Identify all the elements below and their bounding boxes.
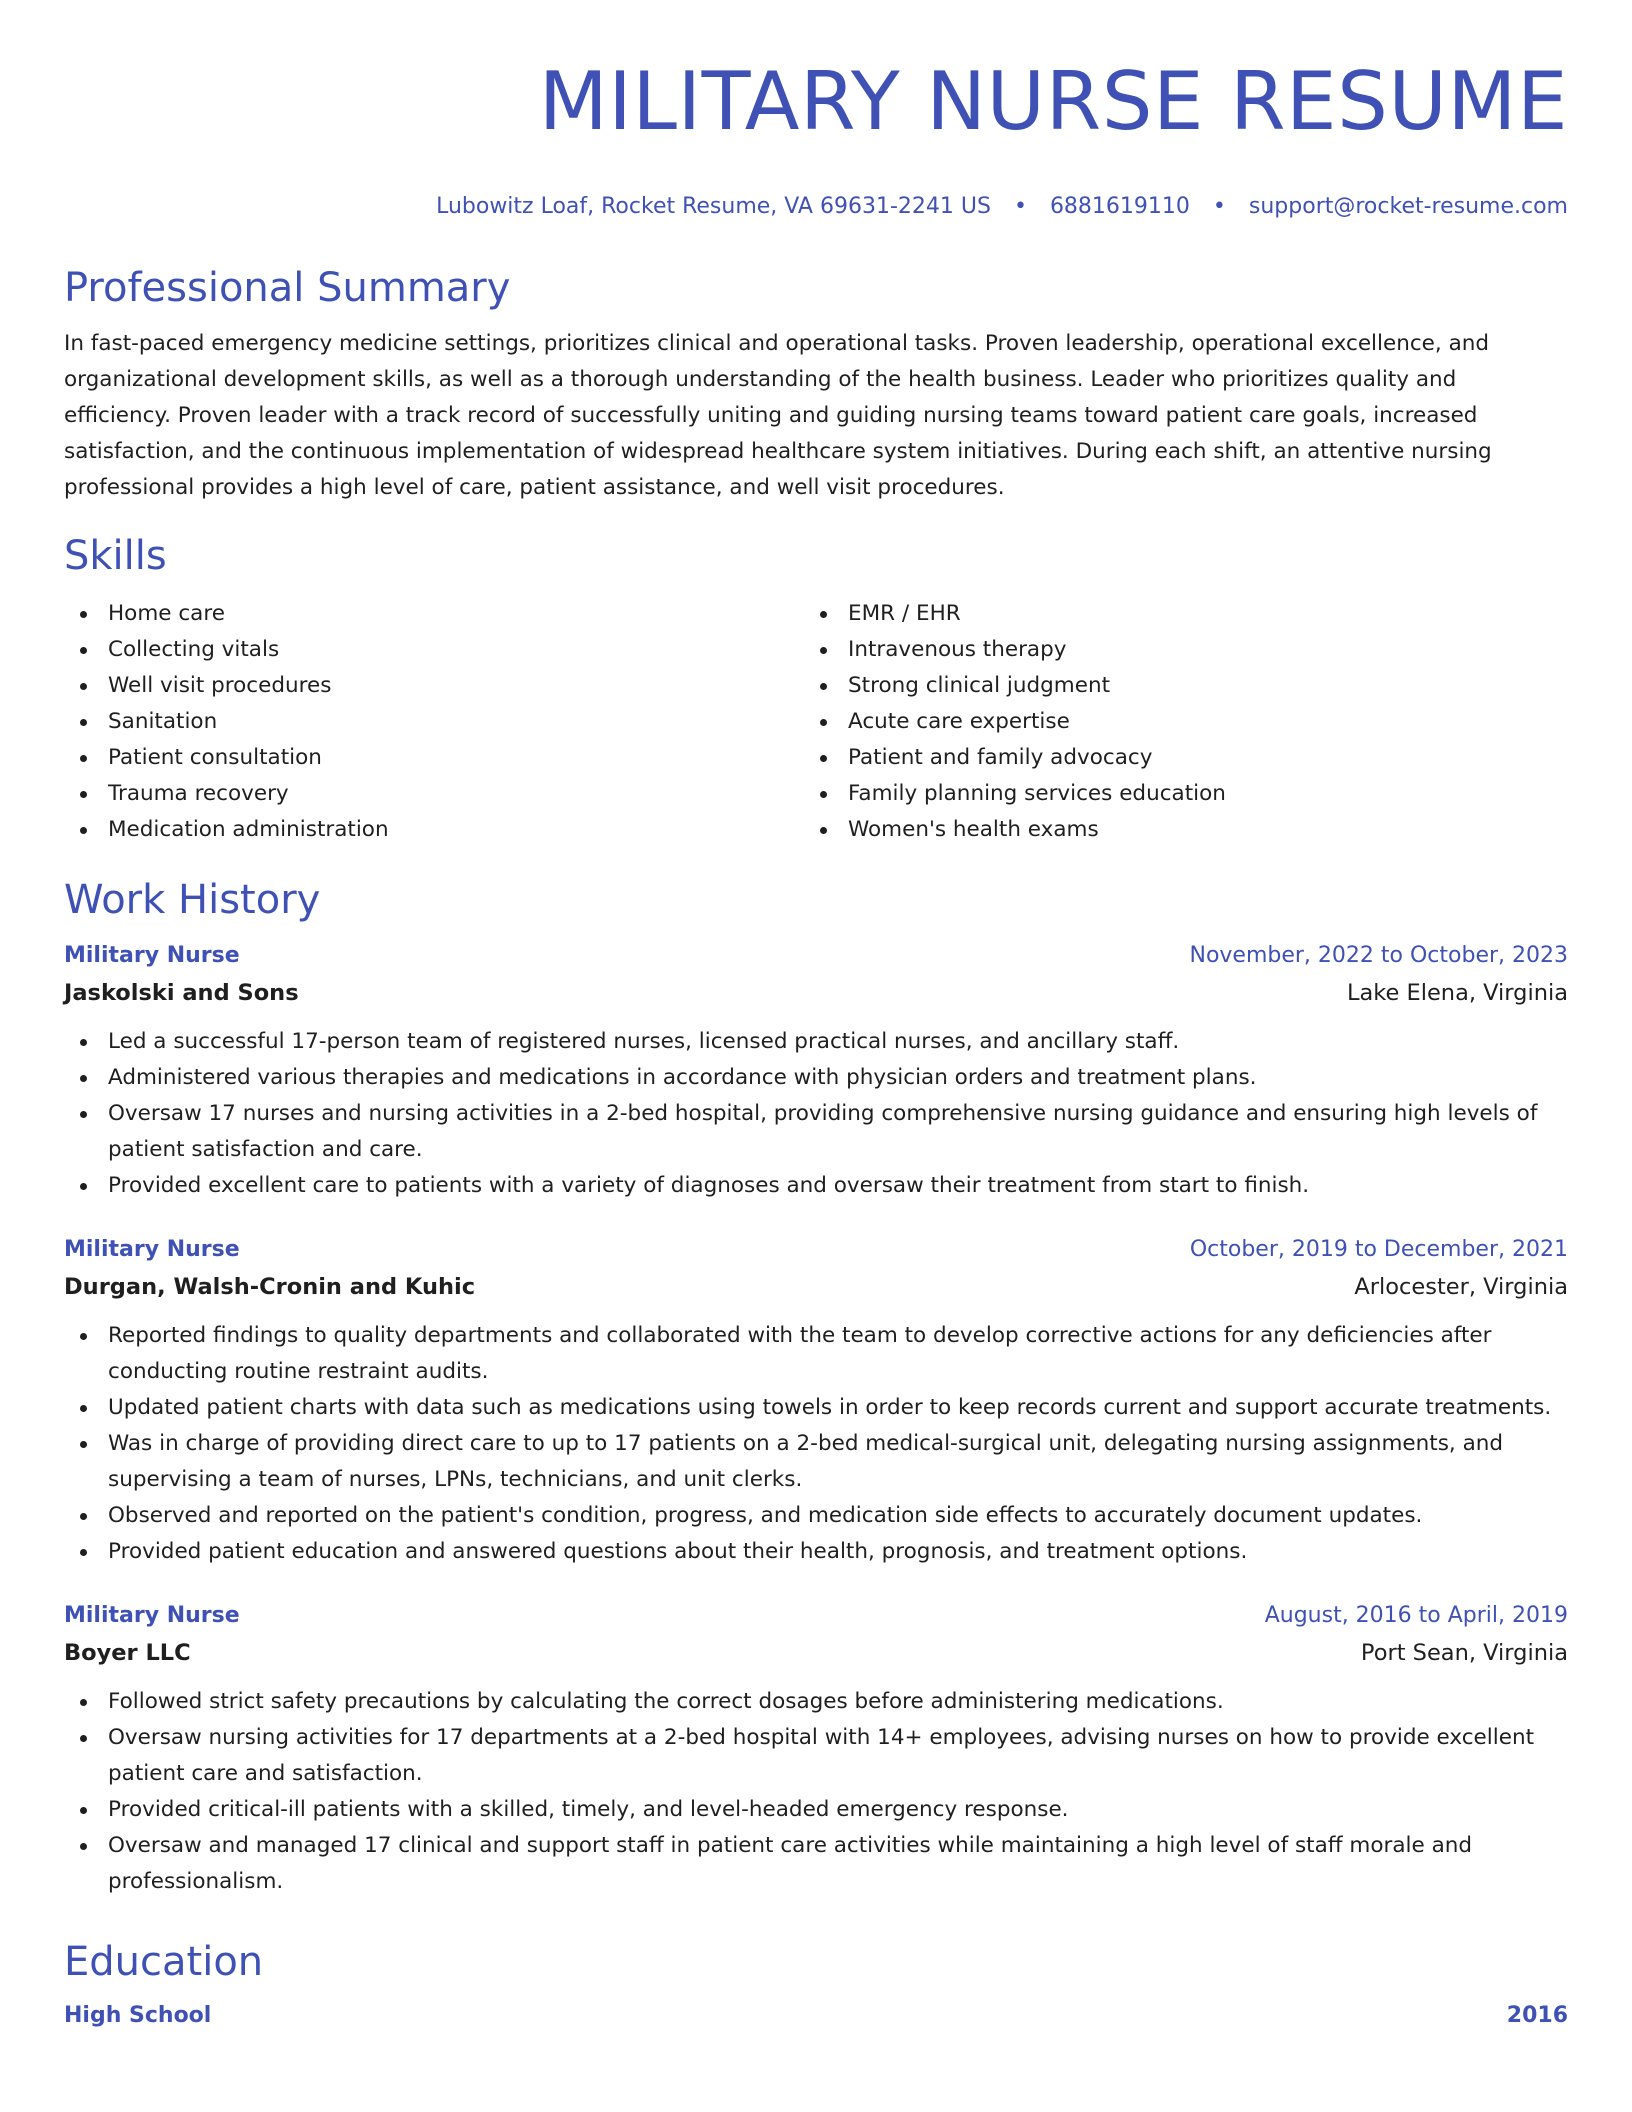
skill-item: Patient consultation bbox=[64, 740, 804, 776]
contact-address: Lubowitz Loaf, Rocket Resume, VA 69631-2241 US bbox=[436, 194, 991, 219]
job-bullet: Led a successful 17-person team of registered nurses, licensed practical nurses, and ancillary staff. bbox=[64, 1024, 1568, 1060]
skill-item: Intravenous therapy bbox=[804, 632, 1544, 668]
job-bullets bbox=[64, 1024, 1568, 1204]
skills-column-right bbox=[804, 596, 1544, 848]
contact-email[interactable]: support@rocket-resume.com bbox=[1248, 194, 1568, 219]
contact-separator: • bbox=[1212, 194, 1226, 219]
job-location: Lake Elena, Virginia bbox=[1346, 980, 1568, 1006]
job-dates: August, 2016 to April, 2019 bbox=[1264, 1603, 1568, 1628]
job-bullet: Administered various therapies and medications in accordance with physician orders and treatment plans. bbox=[64, 1060, 1568, 1096]
resume-title: MILITARY NURSE RESUME bbox=[538, 55, 1568, 148]
job-bullet: Observed and reported on the patient's condition, progress, and medication side effects to accurately document updates. bbox=[64, 1498, 1568, 1534]
skill-item: Strong clinical judgment bbox=[804, 668, 1544, 704]
job-title: Military Nurse bbox=[64, 1603, 240, 1628]
job-bullets bbox=[64, 1318, 1568, 1570]
skill-item: Family planning services education bbox=[804, 776, 1544, 812]
job-location: Port Sean, Virginia bbox=[1360, 1640, 1568, 1666]
job-bullet: Updated patient charts with data such as medications using towels in order to keep records current and support accurate treatments. bbox=[64, 1390, 1568, 1426]
skill-item: Home care bbox=[64, 596, 804, 632]
contact-line bbox=[64, 192, 1568, 222]
job-entry bbox=[64, 1600, 1568, 1900]
summary-heading: Professional Summary bbox=[64, 265, 511, 311]
job-bullet: Oversaw nursing activities for 17 departments at a 2-bed hospital with 14+ employees, advising nurses on how to provide excellent patient care and satisfaction. bbox=[64, 1720, 1568, 1792]
job-bullet: Reported findings to quality departments and collaborated with the team to develop corrective actions for any deficiencies after conducting routine restraint audits. bbox=[64, 1318, 1568, 1390]
education-degree: High School bbox=[64, 2003, 212, 2028]
summary-text: In fast-paced emergency medicine settings, prioritizes clinical and operational tasks. Proven leadership, operational excellence, and organizational development skills, as well as a thorough understanding of the health business. Leader who prioritizes quality and efficiency. Proven leader with a track record of successfully uniting and guiding nursing teams toward patient care goals, increased satisfaction, and the continuous implementation of widespread healthcare system initiatives. During each shift, an attentive nursing professional provides a high level of care, patient assistance, and well visit procedures. bbox=[64, 331, 1492, 500]
job-header bbox=[64, 1600, 1568, 1632]
skill-item: Sanitation bbox=[64, 704, 804, 740]
skill-item: EMR / EHR bbox=[804, 596, 1544, 632]
job-bullet: Followed strict safety precautions by calculating the correct dosages before administering medications. bbox=[64, 1684, 1568, 1720]
education-heading: Education bbox=[64, 1939, 264, 1985]
job-bullet: Provided excellent care to patients with a variety of diagnoses and oversaw their treatment from start to finish. bbox=[64, 1168, 1568, 1204]
job-title: Military Nurse bbox=[64, 1237, 240, 1262]
skill-item: Patient and family advocacy bbox=[804, 740, 1544, 776]
job-subheader bbox=[64, 1636, 1568, 1670]
job-entry bbox=[64, 940, 1568, 1204]
skill-item: Medication administration bbox=[64, 812, 804, 848]
education-entry bbox=[64, 2000, 1568, 2032]
skill-item: Collecting vitals bbox=[64, 632, 804, 668]
contact-phone[interactable]: 6881619110 bbox=[1049, 194, 1190, 219]
job-title: Military Nurse bbox=[64, 943, 240, 968]
work-history-heading: Work History bbox=[64, 877, 321, 923]
job-location: Arlocester, Virginia bbox=[1354, 1274, 1568, 1300]
job-header bbox=[64, 1234, 1568, 1266]
job-bullet: Oversaw 17 nurses and nursing activities in a 2-bed hospital, providing comprehensive nursing guidance and ensuring high levels of patient satisfaction and care. bbox=[64, 1096, 1568, 1168]
skills-grid bbox=[64, 596, 1568, 848]
job-subheader bbox=[64, 976, 1568, 1010]
job-company: Jaskolski and Sons bbox=[64, 980, 299, 1006]
skill-item: Women's health exams bbox=[804, 812, 1544, 848]
skill-item: Acute care expertise bbox=[804, 704, 1544, 740]
education-year: 2016 bbox=[1506, 2003, 1568, 2028]
job-entry bbox=[64, 1234, 1568, 1570]
education-header bbox=[64, 2000, 1568, 2032]
skills-column-left bbox=[64, 596, 804, 848]
job-bullets bbox=[64, 1684, 1568, 1900]
job-subheader bbox=[64, 1270, 1568, 1304]
skill-item: Trauma recovery bbox=[64, 776, 804, 812]
job-company: Durgan, Walsh-Cronin and Kuhic bbox=[64, 1274, 476, 1300]
skills-heading: Skills bbox=[64, 533, 167, 579]
job-dates: November, 2022 to October, 2023 bbox=[1189, 943, 1568, 968]
skill-item: Well visit procedures bbox=[64, 668, 804, 704]
job-bullet: Was in charge of providing direct care to up to 17 patients on a 2-bed medical-surgical unit, delegating nursing assignments, and supervising a team of nurses, LPNs, technicians, and unit clerks. bbox=[64, 1426, 1568, 1498]
contact-separator: • bbox=[1013, 194, 1027, 219]
job-dates: October, 2019 to December, 2021 bbox=[1189, 1237, 1568, 1262]
job-bullet: Oversaw and managed 17 clinical and support staff in patient care activities while maintaining a high level of staff morale and professionalism. bbox=[64, 1828, 1568, 1900]
job-header bbox=[64, 940, 1568, 972]
job-bullet: Provided patient education and answered questions about their health, prognosis, and treatment options. bbox=[64, 1534, 1568, 1570]
job-company: Boyer LLC bbox=[64, 1640, 191, 1666]
job-bullet: Provided critical-ill patients with a skilled, timely, and level-headed emergency response. bbox=[64, 1792, 1568, 1828]
